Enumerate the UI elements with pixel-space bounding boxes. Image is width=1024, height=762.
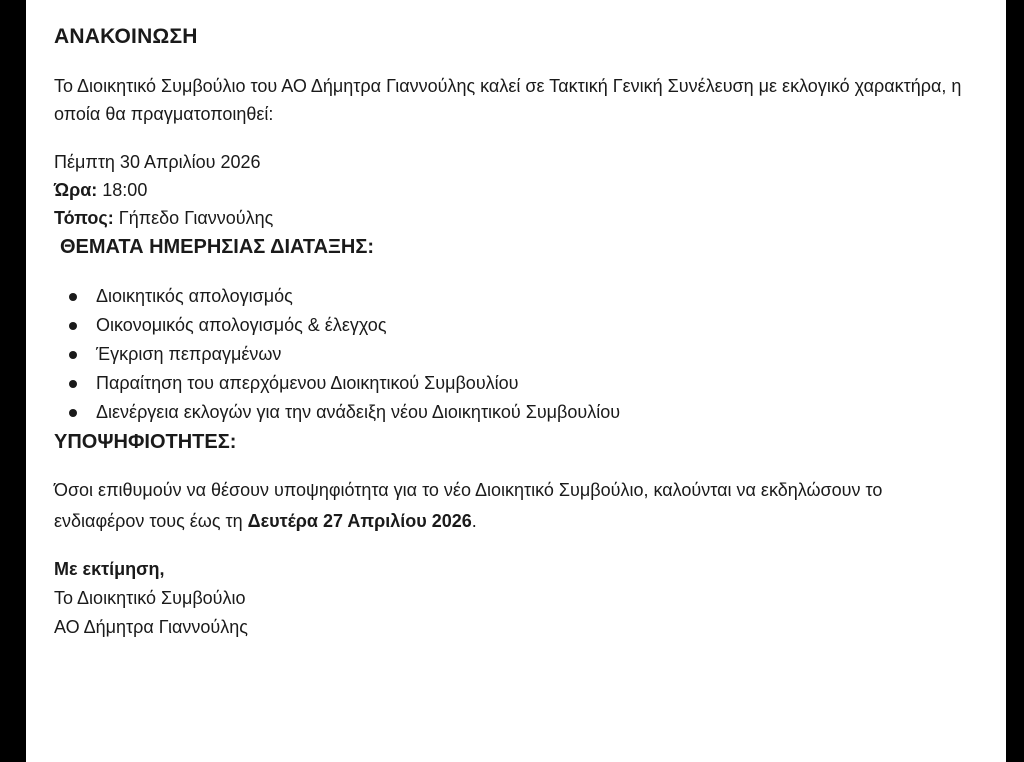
meeting-time: [54, 176, 974, 204]
agenda-heading: ΘΕΜΑΤΑ ΗΜΕΡΗΣΙΑΣ ΔΙΑΤΑΞΗΣ:: [60, 236, 374, 258]
meeting-details: [54, 148, 974, 232]
candidacies-paragraph: [54, 475, 974, 537]
agenda-list: [54, 282, 974, 427]
agenda-item: Οικονομικός απολογισμός & έλεγχος: [96, 311, 974, 340]
candidacies-text: Όσοι επιθυμούν να θέσουν υποψηφιότητα για το νέο Διοικητικό Συμβούλιο, καλούνται να εκδηλώσουν το ενδιαφέρον τους έως τη: [54, 480, 883, 531]
agenda-item: Διενέργεια εκλογών για την ανάδειξη νέου Διοικητικού Συμβουλίου: [96, 398, 974, 427]
agenda-item: Διοικητικός απολογισμός: [96, 282, 974, 311]
meeting-time-value: 18:00: [97, 180, 148, 200]
signoff-line-1: Το Διοικητικό Συμβούλιο: [54, 588, 246, 608]
signoff-line-2: ΑΟ Δήμητρα Γιαννούλης: [54, 617, 248, 637]
signoff: [54, 555, 974, 642]
intro-paragraph: Το Διοικητικό Συμβούλιο του ΑΟ Δήμητρα Γιαννούλης καλεί σε Τακτική Γενική Συνέλευση με εκλογικό χαρακτήρα, η οποία θα πραγματοποιηθεί:: [54, 76, 962, 124]
meeting-place-value: Γήπεδο Γιαννούλης: [113, 208, 274, 228]
meeting-place-label: Τόπος:: [54, 208, 114, 228]
announcement-page: [26, 0, 1006, 762]
meeting-time-label: Ώρα:: [54, 180, 98, 200]
candidacies-text-end: .: [471, 511, 477, 531]
agenda-item: Έγκριση πεπραγμένων: [96, 340, 974, 369]
meeting-date: Πέμπτη 30 Απριλίου 2026: [54, 152, 261, 172]
agenda-item: Παραίτηση του απερχόμενου Διοικητικού Συμβουλίου: [96, 369, 974, 398]
meeting-place: [54, 204, 974, 232]
candidacies-heading: ΥΠΟΨΗΦΙΟΤΗΤΕΣ:: [54, 431, 237, 453]
signoff-closing-text: Με εκτίμηση,: [54, 559, 165, 579]
announcement-content: [54, 22, 974, 642]
candidacies-deadline: Δευτέρα 27 Απριλίου 2026: [247, 511, 472, 531]
announcement-title: ΑΝΑΚΟΙΝΩΣΗ: [54, 25, 198, 48]
signoff-closing: [54, 555, 974, 584]
